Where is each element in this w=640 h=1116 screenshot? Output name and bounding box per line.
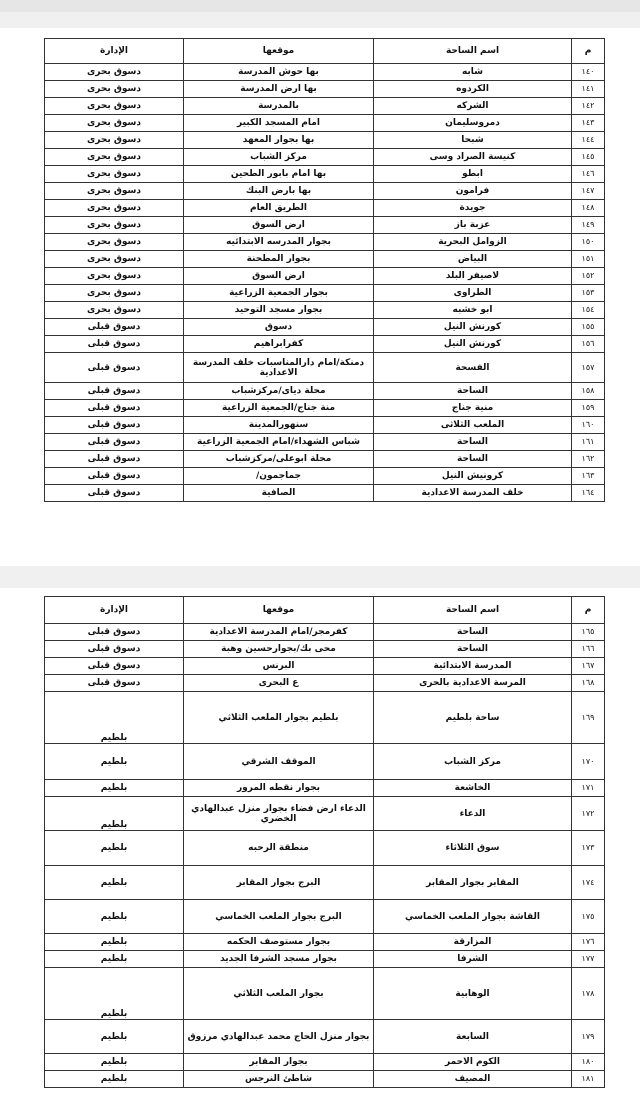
administration: دسوق بحرى: [45, 200, 184, 217]
administration: دسوق بحرى: [45, 132, 184, 149]
table-row: [45, 417, 605, 434]
square-name: كنيسة الصراد وسى: [374, 149, 572, 166]
administration: دسوق قبلى: [45, 675, 184, 692]
administration: دسوق قبلى: [45, 658, 184, 675]
header-name: اسم الساحة: [374, 597, 572, 624]
square-name: جويدة: [374, 200, 572, 217]
table-row: [45, 866, 605, 900]
table-row: [45, 234, 605, 251]
administration: دسوق قبلى: [45, 319, 184, 336]
administration: بلطيم: [45, 1071, 184, 1088]
administration: بلطيم: [45, 951, 184, 968]
square-name: مركز الشباب: [374, 744, 572, 780]
square-location: البرج بجوار المقابر: [184, 866, 374, 900]
table-header-row: [45, 597, 605, 624]
table-row: [45, 624, 605, 641]
administration: دسوق بحرى: [45, 251, 184, 268]
table-row: [45, 183, 605, 200]
square-location: منة جناج/الجمعية الزراعية: [184, 400, 374, 417]
square-location: الموقف الشرقي: [184, 744, 374, 780]
row-number: ١٤٩: [572, 217, 605, 234]
row-number: ١٥١: [572, 251, 605, 268]
table-row: [45, 200, 605, 217]
table-row: [45, 166, 605, 183]
row-number: ١٧٣: [572, 831, 605, 866]
square-name: الساحة: [374, 383, 572, 400]
administration: دسوق قبلى: [45, 485, 184, 502]
square-name: كرونيش النيل: [374, 468, 572, 485]
table-row: [45, 780, 605, 797]
square-location: ارض السوق: [184, 217, 374, 234]
row-number: ١٦٢: [572, 451, 605, 468]
administration: بلطيم: [45, 797, 184, 831]
row-number: ١٧٧: [572, 951, 605, 968]
square-name: الطراوى: [374, 285, 572, 302]
administration: دسوق قبلى: [45, 451, 184, 468]
row-number: ١٧٩: [572, 1020, 605, 1054]
administration: دسوق بحرى: [45, 98, 184, 115]
row-number: ١٥٩: [572, 400, 605, 417]
row-number: ١٦٤: [572, 485, 605, 502]
row-number: ١٤٤: [572, 132, 605, 149]
administration: دسوق بحرى: [45, 81, 184, 98]
row-number: ١٦٠: [572, 417, 605, 434]
square-location: بجوار المقابر: [184, 1054, 374, 1071]
row-number: ١٧٦: [572, 934, 605, 951]
administration: دسوق قبلى: [45, 383, 184, 400]
table-row: [45, 1020, 605, 1054]
square-name: البياض: [374, 251, 572, 268]
square-location: ارض السوق: [184, 268, 374, 285]
row-number: ١٦٩: [572, 692, 605, 744]
square-location: بها بارض البنك: [184, 183, 374, 200]
square-location: محلة ابوعلى/مركزشباب: [184, 451, 374, 468]
table-row: [45, 900, 605, 934]
square-location: جماجمون/: [184, 468, 374, 485]
square-name: الساحة: [374, 434, 572, 451]
square-name: السابعة: [374, 1020, 572, 1054]
table-row: [45, 285, 605, 302]
square-location: بها بجوار المعهد: [184, 132, 374, 149]
table-row: [45, 400, 605, 417]
table-row: [45, 744, 605, 780]
administration: بلطيم: [45, 1054, 184, 1071]
administration: دسوق بحرى: [45, 234, 184, 251]
square-name: الخاشعة: [374, 780, 572, 797]
square-name: المقابر بجوار المقابر: [374, 866, 572, 900]
square-location: الطريق العام: [184, 200, 374, 217]
table-row: [45, 268, 605, 285]
row-number: ١٤١: [572, 81, 605, 98]
table-row: [45, 951, 605, 968]
square-name: عزبة باز: [374, 217, 572, 234]
square-location: دمنكة/امام دارالمناسبات خلف المدرسة الاعدادية: [184, 353, 374, 383]
square-name: الساحة: [374, 624, 572, 641]
table-body-page-2: [45, 624, 605, 1088]
administration: دسوق قبلى: [45, 624, 184, 641]
squares-table-page-1: [44, 38, 605, 502]
square-location: البرج بجوار الملعب الخماسي: [184, 900, 374, 934]
header-name: اسم الساحة: [374, 39, 572, 64]
square-name: الدعاء: [374, 797, 572, 831]
table-row: [45, 934, 605, 951]
header-num: م: [572, 597, 605, 624]
administration: دسوق قبلى: [45, 400, 184, 417]
table-row: [45, 797, 605, 831]
header-location: موقعها: [184, 39, 374, 64]
row-number: ١٦١: [572, 434, 605, 451]
square-location: ع البحرى: [184, 675, 374, 692]
administration: دسوق قبلى: [45, 468, 184, 485]
square-location: كفرابراهيم: [184, 336, 374, 353]
square-name: سوق الثلاثاء: [374, 831, 572, 866]
square-name: شابه: [374, 64, 572, 81]
square-location: الصافية: [184, 485, 374, 502]
row-number: ١٤٢: [572, 98, 605, 115]
administration: دسوق بحرى: [45, 115, 184, 132]
row-number: ١٥٤: [572, 302, 605, 319]
row-number: ١٧٠: [572, 744, 605, 780]
row-number: ١٧٨: [572, 968, 605, 1020]
administration: دسوق بحرى: [45, 268, 184, 285]
row-number: ١٤٥: [572, 149, 605, 166]
administration: دسوق بحرى: [45, 64, 184, 81]
table-body-page-1: [45, 64, 605, 502]
square-location: محلة دياى/مركزشباب: [184, 383, 374, 400]
square-location: بجوار الجمعية الزراعية: [184, 285, 374, 302]
row-number: ١٤٠: [572, 64, 605, 81]
table-row: [45, 383, 605, 400]
square-name: ابو خشبه: [374, 302, 572, 319]
square-location: بالمدرسة: [184, 98, 374, 115]
table-row: [45, 831, 605, 866]
square-location: بجوار مسجد الشرفا الجديد: [184, 951, 374, 968]
square-name: دمروسليمان: [374, 115, 572, 132]
administration: بلطيم: [45, 744, 184, 780]
square-name: فرامون: [374, 183, 572, 200]
square-name: لاصيفر البلد: [374, 268, 572, 285]
header-num: م: [572, 39, 605, 64]
administration: دسوق قبلى: [45, 336, 184, 353]
row-number: ١٧٥: [572, 900, 605, 934]
row-number: ١٦٨: [572, 675, 605, 692]
square-name: خلف المدرسة الاعدادية: [374, 485, 572, 502]
row-number: ١٧٢: [572, 797, 605, 831]
table-row: [45, 692, 605, 744]
administration: بلطيم: [45, 866, 184, 900]
row-number: ١٥٦: [572, 336, 605, 353]
square-name: الوهابية: [374, 968, 572, 1020]
row-number: ١٤٧: [572, 183, 605, 200]
square-name: شبحا: [374, 132, 572, 149]
administration: بلطيم: [45, 968, 184, 1020]
square-name: الشركه: [374, 98, 572, 115]
row-number: ١٥٢: [572, 268, 605, 285]
table-row: [45, 132, 605, 149]
administration: دسوق قبلى: [45, 434, 184, 451]
row-number: ١٥٠: [572, 234, 605, 251]
square-name: ساحة بلطيم: [374, 692, 572, 744]
square-name: كورنش النيل: [374, 319, 572, 336]
row-number: ١٧٤: [572, 866, 605, 900]
row-number: ١٦٣: [572, 468, 605, 485]
row-number: ١٥٧: [572, 353, 605, 383]
administration: دسوق بحرى: [45, 166, 184, 183]
administration: بلطيم: [45, 780, 184, 797]
administration: دسوق بحرى: [45, 183, 184, 200]
row-number: ١٨٠: [572, 1054, 605, 1071]
square-name: الملعب الثلاثى: [374, 417, 572, 434]
table-row: [45, 675, 605, 692]
square-name: المصيف: [374, 1071, 572, 1088]
square-name: الشرفا: [374, 951, 572, 968]
square-location: بها ارض المدرسة: [184, 81, 374, 98]
row-number: ١٧١: [572, 780, 605, 797]
viewer-top-strip: [0, 0, 640, 12]
square-location: محى بك/بجوارحسين وهبة: [184, 641, 374, 658]
row-number: ١٨١: [572, 1071, 605, 1088]
row-number: ١٥٨: [572, 383, 605, 400]
square-location: سنهورالمدينة: [184, 417, 374, 434]
row-number: ١٥٣: [572, 285, 605, 302]
table-row: [45, 319, 605, 336]
square-location: شباس الشهداء/امام الجمعية الزراعية: [184, 434, 374, 451]
administration: بلطيم: [45, 934, 184, 951]
square-location: بها حوش المدرسة: [184, 64, 374, 81]
table-row: [45, 302, 605, 319]
square-name: المدرسة الابتدائية: [374, 658, 572, 675]
table-row: [45, 468, 605, 485]
square-location: شاطئ النرجس: [184, 1071, 374, 1088]
table-row: [45, 968, 605, 1020]
table-row: [45, 641, 605, 658]
square-location: بجوار الملعب الثلاثي: [184, 968, 374, 1020]
square-name: ابطو: [374, 166, 572, 183]
square-location: بها امام بابور الطحين: [184, 166, 374, 183]
square-location: امام المسجد الكبير: [184, 115, 374, 132]
administration: بلطيم: [45, 1020, 184, 1054]
square-location: بجوار المطحنة: [184, 251, 374, 268]
table-row: [45, 251, 605, 268]
table-row: [45, 64, 605, 81]
administration: دسوق بحرى: [45, 217, 184, 234]
table-row: [45, 1071, 605, 1088]
table-row: [45, 336, 605, 353]
square-location: بجوار مستوصف الحكمه: [184, 934, 374, 951]
squares-table-page-2: [44, 596, 605, 1088]
square-name: الفسحة: [374, 353, 572, 383]
square-location: بجوار منزل الحاج محمد عبدالهادي مرزوق: [184, 1020, 374, 1054]
square-location: منطقة الرحبه: [184, 831, 374, 866]
square-name: المزارقة: [374, 934, 572, 951]
square-location: البرنس: [184, 658, 374, 675]
square-location: بجوار مسجد التوحيد: [184, 302, 374, 319]
table-row: [45, 451, 605, 468]
square-location: بجوار المدرسه الابتدائيه: [184, 234, 374, 251]
document-page-1: [0, 28, 640, 566]
square-name: كورنش النيل: [374, 336, 572, 353]
table-row: [45, 434, 605, 451]
square-name: منية جناج: [374, 400, 572, 417]
header-admin: الإدارة: [45, 39, 184, 64]
square-location: دسوق: [184, 319, 374, 336]
administration: بلطيم: [45, 692, 184, 744]
table-row: [45, 149, 605, 166]
table-row: [45, 658, 605, 675]
administration: بلطيم: [45, 900, 184, 934]
row-number: ١٤٦: [572, 166, 605, 183]
square-location: بلطيم بجوار الملعب الثلاثي: [184, 692, 374, 744]
header-location: موقعها: [184, 597, 374, 624]
administration: دسوق بحرى: [45, 149, 184, 166]
table-row: [45, 81, 605, 98]
administration: دسوق قبلى: [45, 641, 184, 658]
square-location: الدعاء ارض فضاء بجوار منزل عبدالهادي الخضري: [184, 797, 374, 831]
document-page-2: [0, 588, 640, 1116]
square-location: مركز الشباب: [184, 149, 374, 166]
row-number: ١٤٨: [572, 200, 605, 217]
table-row: [45, 98, 605, 115]
square-name: القاشة بجوار الملعب الخماسي: [374, 900, 572, 934]
square-name: الكوم الاحمر: [374, 1054, 572, 1071]
row-number: ١٤٣: [572, 115, 605, 132]
row-number: ١٥٥: [572, 319, 605, 336]
square-name: الزوامل البحرية: [374, 234, 572, 251]
square-name: الساحة: [374, 641, 572, 658]
table-header-row: [45, 39, 605, 64]
row-number: ١٦٦: [572, 641, 605, 658]
administration: دسوق بحرى: [45, 302, 184, 319]
square-name: المرسة الاعدادية بالحرى: [374, 675, 572, 692]
administration: دسوق قبلى: [45, 417, 184, 434]
table-row: [45, 217, 605, 234]
square-location: كفرمجر/امام المدرسة الاعدادية: [184, 624, 374, 641]
square-name: الساحة: [374, 451, 572, 468]
administration: بلطيم: [45, 831, 184, 866]
header-admin: الإدارة: [45, 597, 184, 624]
square-location: بجوار نقطه المرور: [184, 780, 374, 797]
row-number: ١٦٧: [572, 658, 605, 675]
table-row: [45, 353, 605, 383]
table-row: [45, 1054, 605, 1071]
square-name: الكردوه: [374, 81, 572, 98]
administration: دسوق قبلى: [45, 353, 184, 383]
row-number: ١٦٥: [572, 624, 605, 641]
table-row: [45, 485, 605, 502]
table-row: [45, 115, 605, 132]
administration: دسوق بحرى: [45, 285, 184, 302]
